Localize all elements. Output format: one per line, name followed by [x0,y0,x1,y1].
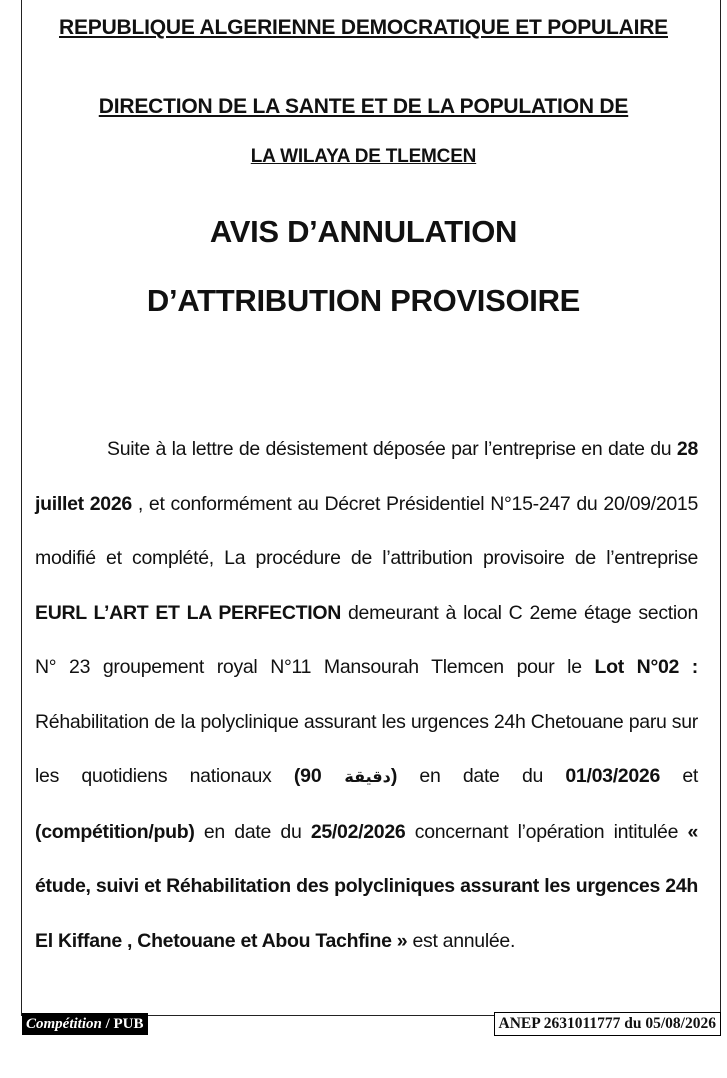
company-name: EURL L’ART ET LA PERFECTION [35,601,342,624]
body-text-5: en date du [397,765,566,787]
direction-heading-line2: LA WILAYA DE TLEMCEN [250,146,477,167]
body-text-6: et [660,765,699,787]
letter-date: 28 juillet 2026 [35,438,698,515]
notice-title-line1: AVIS D’ANNULATION [209,214,518,249]
newspaper-2: (compétition/pub) [35,820,195,843]
body-text-7: en date du [194,820,311,843]
direction-heading-line1: DIRECTION DE LA SANTE ET DE LA POPULATION DE [98,95,629,118]
body-text-4: Réhabilitation de la polyclinique assurant les urgences 24h Chetouane paru sur les quotidiens nationaux [35,710,698,787]
source-badge [22,1013,148,1035]
notice-title-line2: D’ATTRIBUTION PROVISOIRE [146,283,581,318]
newspaper-arabic-name: دقيقة [344,767,391,786]
notice-body [35,422,698,968]
body-text-3: demeurant à local C 2eme étage section N° 23 groupement royal N°11 Mansourah Tlemcen pour le [35,601,699,678]
body-text-9: est annulée. [407,929,516,952]
newspaper-number: 90) [300,765,398,787]
anep-reference: ANEP 2631011777 du 05/08/2026 [494,1012,721,1036]
body-text-1: Suite à la lettre de désistement déposée par l’entreprise en date du [107,438,672,460]
publication-date-2: 25/02/2026 [310,820,406,843]
body-text-8: concernant l’opération intitulée [405,820,688,843]
publication-date-1: 01/03/2026 [565,765,660,787]
operation-title: « étude, suivi et Réhabilitation des polycliniques assurant les urgences 24h El Kiffane , Chetouane et Abou Tachfine » [35,820,698,952]
republic-heading: REPUBLIQUE ALGERIENNE DEMOCRATIQUE ET POPULAIRE [59,16,668,39]
body-text-2: , et conformément au Décret Présidentiel N°15-247 du 20/09/2015 modifié et complété, La procédure de l’attribution provisoire de l’entreprise [35,492,698,569]
source-name: Compétition [26,1016,102,1032]
source-suffix: / PUB [101,1016,144,1032]
newspaper-paren: ( [293,765,301,787]
lot-number: Lot N°02 : [594,656,698,678]
notice-paragraph [35,422,698,968]
